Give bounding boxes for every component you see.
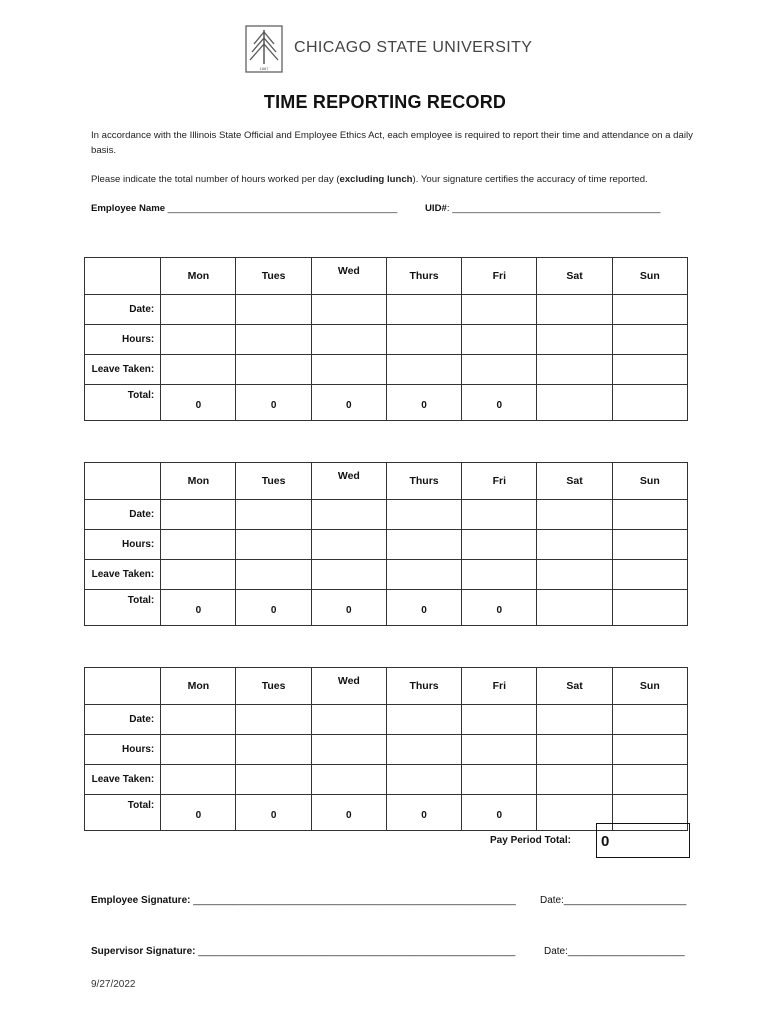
hours-cell[interactable] (386, 735, 461, 765)
day-header: Sat (537, 463, 612, 500)
ethics-paragraph: In accordance with the Illinois State Official and Employee Ethics Act, each employee is required to report their time and attendance on a daily basis. (91, 130, 693, 156)
hours-row (85, 530, 688, 560)
hours-cell[interactable] (462, 735, 537, 765)
leave-cell[interactable] (537, 765, 612, 795)
leave-row (85, 765, 688, 795)
leave-cell[interactable] (537, 355, 612, 385)
day-header: Tues (236, 463, 311, 500)
hours-row-label: Hours: (85, 325, 161, 355)
leave-row-label: Leave Taken: (85, 765, 161, 795)
date-row-label: Date: (85, 500, 161, 530)
hours-cell[interactable] (311, 325, 386, 355)
leave-cell[interactable] (236, 560, 311, 590)
total-cell (537, 590, 612, 626)
date-cell[interactable] (311, 295, 386, 325)
hours-cell[interactable] (537, 325, 612, 355)
total-cell: 0 (462, 385, 537, 421)
hours-cell[interactable] (311, 735, 386, 765)
corner-cell (85, 668, 161, 705)
total-cell: 0 (311, 590, 386, 626)
employee-signature-field[interactable] (91, 895, 516, 906)
hours-row (85, 325, 688, 355)
leave-cell[interactable] (386, 355, 461, 385)
uid-label: UID# (425, 203, 447, 214)
hours-cell[interactable] (236, 530, 311, 560)
logo-year: 1867 (259, 66, 269, 71)
date-cell[interactable] (236, 295, 311, 325)
day-header: Thurs (386, 668, 461, 705)
leave-cell[interactable] (386, 765, 461, 795)
total-row-label: Total: (85, 590, 161, 626)
day-header: Fri (462, 668, 537, 705)
leave-cell[interactable] (161, 765, 236, 795)
day-header: Tues (236, 668, 311, 705)
day-header: Sat (537, 258, 612, 295)
employee-signature-label: Employee Signature: (91, 895, 191, 906)
date-cell[interactable] (612, 295, 687, 325)
date-row (85, 500, 688, 530)
date-row (85, 295, 688, 325)
pay-period-total-box (596, 823, 690, 858)
date-cell[interactable] (161, 295, 236, 325)
day-header: Thurs (386, 258, 461, 295)
date-cell[interactable] (537, 705, 612, 735)
leave-cell[interactable] (612, 355, 687, 385)
pay-period-label: Pay Period Total: (490, 835, 571, 846)
day-header: Fri (462, 258, 537, 295)
total-cell: 0 (161, 590, 236, 626)
total-cell: 0 (161, 795, 236, 831)
leave-cell[interactable] (311, 765, 386, 795)
date-cell[interactable] (537, 295, 612, 325)
hours-row-label: Hours: (85, 735, 161, 765)
day-header: Mon (161, 258, 236, 295)
leave-cell[interactable] (386, 560, 461, 590)
day-header: Wed (311, 463, 386, 500)
leave-cell[interactable] (462, 560, 537, 590)
hours-cell[interactable] (462, 530, 537, 560)
total-cell: 0 (386, 590, 461, 626)
university-name: CHICAGO STATE UNIVERSITY (294, 39, 533, 56)
leave-row-label: Leave Taken: (85, 560, 161, 590)
employee-name-line[interactable]: ___________________________________________ (167, 203, 398, 214)
corner-cell (85, 463, 161, 500)
employee-signature-date[interactable]: Date:______________________ (540, 895, 687, 906)
hours-cell[interactable] (311, 530, 386, 560)
week-header-row (85, 668, 688, 705)
instructions-paragraph (91, 172, 693, 187)
page-title: TIME REPORTING RECORD (263, 92, 507, 112)
day-header: Sun (612, 668, 687, 705)
hours-row (85, 735, 688, 765)
hours-cell[interactable] (386, 325, 461, 355)
day-header: Mon (161, 668, 236, 705)
week-table-1 (84, 257, 688, 421)
total-cell: 0 (161, 385, 236, 421)
date-cell[interactable] (161, 705, 236, 735)
day-header: Sat (537, 668, 612, 705)
date-cell[interactable] (612, 705, 687, 735)
week-header-row (85, 258, 688, 295)
total-row (85, 385, 688, 421)
employee-name-field[interactable] (91, 203, 397, 214)
total-cell (612, 385, 687, 421)
leave-cell[interactable] (462, 355, 537, 385)
day-header: Thurs (386, 463, 461, 500)
day-header: Sun (612, 463, 687, 500)
total-cell (537, 385, 612, 421)
date-cell[interactable] (386, 295, 461, 325)
hours-cell[interactable] (236, 325, 311, 355)
uid-line[interactable]: : _______________________________________ (446, 203, 661, 214)
week-table-3 (84, 667, 688, 831)
leave-cell[interactable] (161, 560, 236, 590)
instructions-text-end: ). Your signature certifies the accuracy of time reported. (412, 174, 648, 185)
hours-cell[interactable] (161, 530, 236, 560)
corner-cell (85, 258, 161, 295)
instructions-text-start: Please indicate the total number of hours worked per day ( (91, 174, 340, 185)
supervisor-signature-line[interactable]: _________________________________________________________ (195, 946, 516, 957)
date-cell[interactable] (386, 705, 461, 735)
hours-cell[interactable] (161, 325, 236, 355)
date-cell[interactable] (537, 500, 612, 530)
leave-cell[interactable] (311, 355, 386, 385)
total-row-label: Total: (85, 795, 161, 831)
date-cell[interactable] (462, 295, 537, 325)
hours-cell[interactable] (537, 530, 612, 560)
total-cell: 0 (311, 385, 386, 421)
instructions-bold: excluding lunch (339, 174, 413, 185)
leave-cell[interactable] (612, 560, 687, 590)
hours-row-label: Hours: (85, 530, 161, 560)
leave-cell[interactable] (612, 765, 687, 795)
date-cell[interactable] (311, 500, 386, 530)
total-cell: 0 (236, 385, 311, 421)
total-row-label: Total: (85, 385, 161, 421)
leave-row-label: Leave Taken: (85, 355, 161, 385)
day-header: Fri (462, 463, 537, 500)
leave-cell[interactable] (462, 765, 537, 795)
hours-cell[interactable] (161, 735, 236, 765)
leave-cell[interactable] (311, 560, 386, 590)
date-cell[interactable] (236, 705, 311, 735)
employee-name-label: Employee Name (91, 203, 166, 214)
date-cell[interactable] (311, 705, 386, 735)
week-header-row (85, 463, 688, 500)
total-row (85, 590, 688, 626)
total-cell: 0 (462, 795, 537, 831)
date-cell[interactable] (386, 500, 461, 530)
date-row (85, 705, 688, 735)
day-header: Wed (311, 258, 386, 295)
uid-field[interactable] (425, 203, 660, 214)
leave-row (85, 560, 688, 590)
university-logo (244, 24, 534, 74)
hours-cell[interactable] (612, 530, 687, 560)
employee-signature-line[interactable]: __________________________________________________________ (190, 895, 516, 906)
date-cell[interactable] (612, 500, 687, 530)
hours-cell[interactable] (462, 325, 537, 355)
supervisor-signature-field[interactable] (91, 946, 515, 957)
hours-cell[interactable] (537, 735, 612, 765)
hours-cell[interactable] (612, 735, 687, 765)
leave-cell[interactable] (537, 560, 612, 590)
total-cell: 0 (236, 795, 311, 831)
leave-cell[interactable] (161, 355, 236, 385)
week-table-2 (84, 462, 688, 626)
revision-date: 9/27/2022 (91, 979, 136, 990)
total-cell: 0 (311, 795, 386, 831)
supervisor-signature-date[interactable]: Date:_____________________ (544, 946, 685, 957)
tree-logo-icon (244, 24, 286, 74)
date-cell[interactable] (462, 500, 537, 530)
day-header: Mon (161, 463, 236, 500)
total-cell: 0 (386, 385, 461, 421)
day-header: Tues (236, 258, 311, 295)
hours-cell[interactable] (386, 530, 461, 560)
date-cell[interactable] (236, 500, 311, 530)
date-cell[interactable] (161, 500, 236, 530)
date-row-label: Date: (85, 295, 161, 325)
total-cell: 0 (386, 795, 461, 831)
total-cell (612, 590, 687, 626)
day-header: Sun (612, 258, 687, 295)
date-cell[interactable] (462, 705, 537, 735)
day-header: Wed (311, 668, 386, 705)
total-cell: 0 (236, 590, 311, 626)
hours-cell[interactable] (612, 325, 687, 355)
total-cell: 0 (462, 590, 537, 626)
hours-cell[interactable] (236, 735, 311, 765)
date-row-label: Date: (85, 705, 161, 735)
leave-cell[interactable] (236, 355, 311, 385)
pay-period-total-value: 0 (601, 833, 610, 850)
supervisor-signature-label: Supervisor Signature: (91, 946, 196, 957)
leave-cell[interactable] (236, 765, 311, 795)
leave-row (85, 355, 688, 385)
